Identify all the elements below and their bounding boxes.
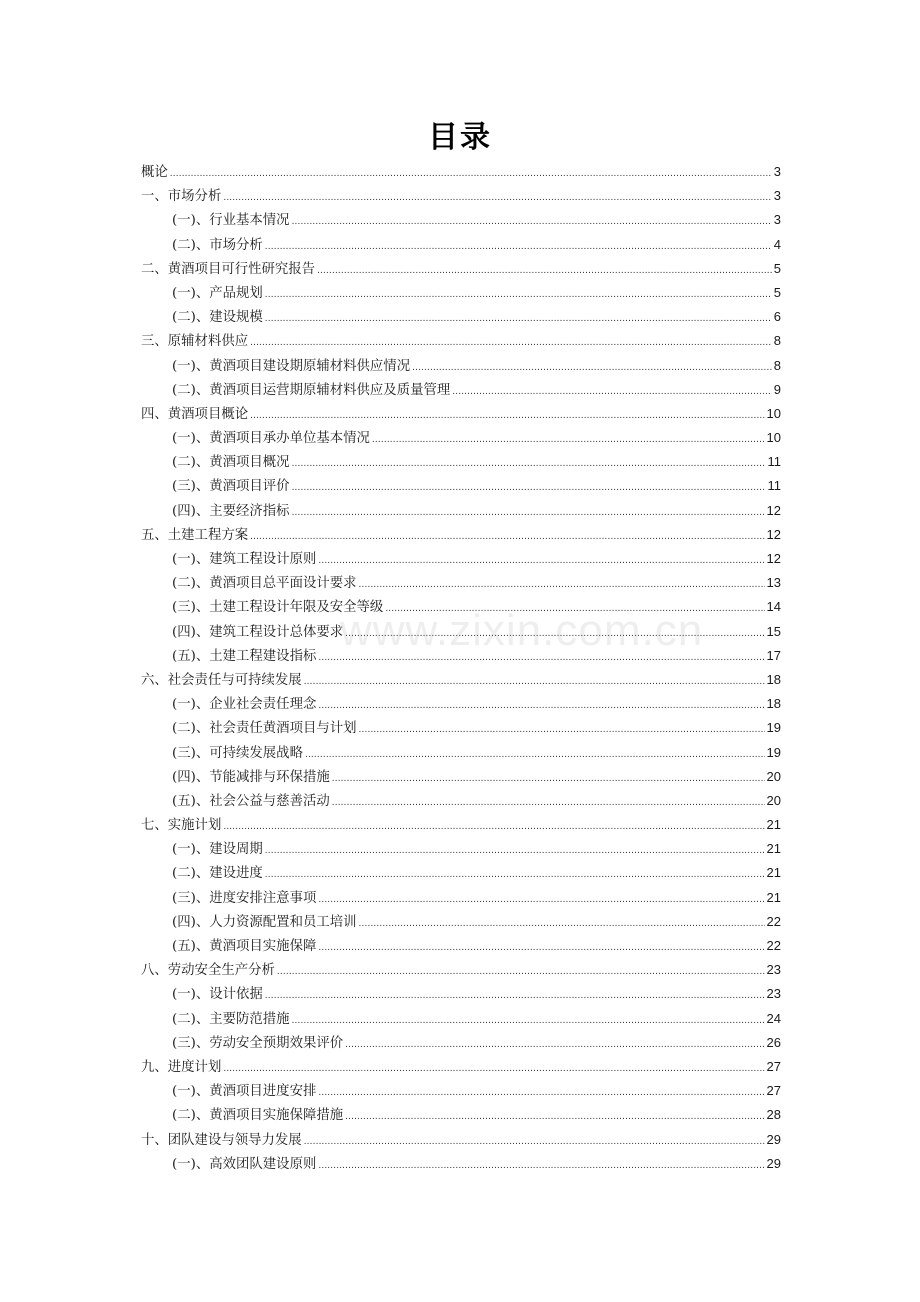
toc-leader-dots xyxy=(250,331,772,355)
toc-entry-label: 三、原辅材料供应 xyxy=(141,334,249,350)
toc-leader-dots xyxy=(412,356,772,380)
toc-leader-dots xyxy=(292,452,766,476)
toc-entry[interactable] xyxy=(141,305,781,329)
toc-entry-label: (一)、建设周期 xyxy=(172,842,263,858)
toc-leader-dots xyxy=(345,1105,764,1129)
toc-entry-page: 17 xyxy=(766,647,781,663)
toc-entry[interactable] xyxy=(141,837,781,861)
toc-entry-label: (二)、建设进度 xyxy=(172,866,263,882)
toc-entry-page: 27 xyxy=(766,1058,781,1074)
toc-entry-label: (二)、黄酒项目总平面设计要求 xyxy=(172,576,357,592)
toc-entry-page: 8 xyxy=(773,333,781,349)
page-title: 目录 xyxy=(428,120,492,155)
toc-entry[interactable] xyxy=(141,281,781,305)
toc-entry-label: (一)、高效团队建设原则 xyxy=(172,1156,317,1172)
toc-entry-label: 九、进度计划 xyxy=(141,1059,222,1075)
toc-entry-label: (一)、行业基本情况 xyxy=(172,213,290,229)
toc-leader-dots xyxy=(292,210,772,234)
toc-entry[interactable] xyxy=(141,354,781,378)
toc-entry[interactable] xyxy=(141,208,781,232)
toc-leader-dots xyxy=(223,186,771,210)
toc-entry[interactable] xyxy=(141,668,781,692)
toc-entry-page: 26 xyxy=(766,1034,781,1050)
toc-entry[interactable] xyxy=(141,474,781,498)
toc-leader-dots xyxy=(277,960,765,984)
toc-entry-label: (四)、人力资源配置和员工培训 xyxy=(172,914,357,930)
toc-entry[interactable] xyxy=(141,1103,781,1127)
toc-entry[interactable] xyxy=(141,257,781,281)
toc-entry-page: 19 xyxy=(766,744,781,760)
toc-entry-label: 五、土建工程方案 xyxy=(141,527,249,543)
toc-entry[interactable] xyxy=(141,571,781,595)
toc-entry-label: (二)、社会责任黄酒项目与计划 xyxy=(172,721,357,737)
toc-entry-label: (一)、建筑工程设计原则 xyxy=(172,552,317,567)
toc-leader-dots xyxy=(170,162,772,186)
toc-entry-page: 13 xyxy=(766,575,781,591)
toc-entry[interactable] xyxy=(141,886,781,910)
toc-entry-page: 18 xyxy=(766,696,781,712)
toc-entry-label: (一)、黄酒项目进度安排 xyxy=(172,1084,317,1100)
toc-leader-dots xyxy=(359,912,765,936)
toc-entry[interactable] xyxy=(141,1031,781,1055)
toc-entry-label: 二、黄酒项目可行性研究报告 xyxy=(141,261,316,277)
toc-entry-page: 28 xyxy=(766,1107,781,1123)
toc-leader-dots xyxy=(265,839,765,863)
toc-entry-page: 22 xyxy=(766,913,781,929)
toc-entry-page: 21 xyxy=(766,817,781,833)
toc-leader-dots xyxy=(372,428,765,452)
toc-entry-label: (二)、黄酒项目运营期原辅材料供应及质量管理 xyxy=(172,382,451,398)
toc-entry[interactable] xyxy=(141,861,781,885)
toc-entry-page: 19 xyxy=(766,720,781,736)
toc-entry-label: 十、团队建设与领导力发展 xyxy=(141,1132,302,1148)
toc-entry-page: 4 xyxy=(773,236,781,252)
toc-leader-dots xyxy=(332,767,765,791)
toc-entry-label: (三)、土建工程设计年限及安全等级 xyxy=(172,600,384,616)
toc-entry-label: (一)、黄酒项目建设期原辅材料供应情况 xyxy=(172,358,411,374)
table-of-contents xyxy=(141,160,781,1176)
toc-entry[interactable] xyxy=(141,1152,781,1176)
toc-entry[interactable] xyxy=(141,450,781,474)
toc-entry-page: 3 xyxy=(773,188,781,204)
toc-entry-label: (四)、节能减排与环保措施 xyxy=(172,769,330,785)
toc-entry-label: 八、劳动安全生产分析 xyxy=(141,963,275,979)
toc-leader-dots xyxy=(318,936,764,960)
toc-entry-page: 21 xyxy=(766,889,781,905)
toc-entry-label: (二)、市场分析 xyxy=(172,237,263,253)
toc-entry[interactable] xyxy=(141,1128,781,1152)
toc-entry[interactable] xyxy=(141,958,781,982)
toc-entry-page: 10 xyxy=(766,430,781,446)
toc-entry[interactable] xyxy=(141,402,781,426)
toc-entry-label: (一)、黄酒项目承办单位基本情况 xyxy=(172,431,370,447)
toc-entry-label: 六、社会责任与可持续发展 xyxy=(141,672,302,688)
toc-entry-label: (一)、企业社会责任理念 xyxy=(172,697,317,713)
toc-entry-label: (三)、进度安排注意事项 xyxy=(172,890,317,906)
toc-entry[interactable] xyxy=(141,765,781,789)
toc-entry-label: (五)、黄酒项目实施保障 xyxy=(172,939,317,954)
toc-entry[interactable] xyxy=(141,982,781,1006)
toc-entry-page: 23 xyxy=(766,986,781,1002)
toc-entry-page: 11 xyxy=(767,478,781,494)
toc-entry-page: 27 xyxy=(766,1083,781,1099)
toc-entry-page: 6 xyxy=(773,309,781,325)
toc-entry-label: (四)、主要经济指标 xyxy=(172,503,290,519)
toc-entry-page: 12 xyxy=(766,502,781,518)
toc-entry-page: 5 xyxy=(773,260,781,276)
toc-leader-dots xyxy=(304,670,765,694)
toc-entry[interactable] xyxy=(141,741,781,765)
watermark: www.zixin.com.cn xyxy=(340,606,704,655)
toc-leader-dots xyxy=(318,888,764,912)
toc-entry-label: (三)、劳动安全预期效果评价 xyxy=(172,1035,344,1051)
toc-leader-dots xyxy=(345,1033,764,1057)
toc-leader-dots xyxy=(318,1081,764,1105)
toc-entry-page: 22 xyxy=(766,938,781,953)
toc-entry-page: 10 xyxy=(766,405,781,421)
toc-entry[interactable] xyxy=(141,910,781,934)
toc-entry-page: 29 xyxy=(766,1131,781,1147)
toc-entry-label: (二)、建设规模 xyxy=(172,310,263,326)
toc-leader-dots xyxy=(223,1057,764,1081)
toc-leader-dots xyxy=(305,743,765,767)
toc-entry[interactable] xyxy=(141,499,781,523)
toc-leader-dots xyxy=(318,694,764,718)
toc-entry[interactable] xyxy=(141,378,781,402)
toc-entry-label: 七、实施计划 xyxy=(141,818,222,834)
toc-entry-page: 11 xyxy=(767,454,781,470)
toc-leader-dots xyxy=(452,380,772,404)
toc-entry[interactable] xyxy=(141,813,781,837)
toc-entry-label: (四)、建筑工程设计总体要求 xyxy=(172,624,344,640)
toc-entry-page: 20 xyxy=(766,768,781,784)
toc-entry[interactable] xyxy=(141,1079,781,1103)
toc-entry-label: (一)、设计依据 xyxy=(172,987,263,1003)
toc-entry-label: 一、市场分析 xyxy=(141,189,222,205)
toc-leader-dots xyxy=(250,404,764,428)
toc-entry[interactable] xyxy=(141,1055,781,1079)
toc-leader-dots xyxy=(317,259,772,283)
toc-entry-page: 21 xyxy=(766,841,781,857)
toc-entry-page: 5 xyxy=(773,284,781,300)
toc-leader-dots xyxy=(332,791,765,815)
toc-entry[interactable] xyxy=(141,692,781,716)
toc-entry-page: 15 xyxy=(766,623,781,639)
toc-entry[interactable] xyxy=(141,934,781,958)
toc-entry[interactable] xyxy=(141,160,781,184)
toc-leader-dots xyxy=(292,501,765,525)
toc-entry[interactable] xyxy=(141,547,781,571)
toc-entry[interactable] xyxy=(141,716,781,740)
toc-leader-dots xyxy=(265,283,772,307)
toc-entry-label: (二)、主要防范措施 xyxy=(172,1011,290,1027)
toc-leader-dots xyxy=(292,1009,765,1033)
toc-entry-page: 18 xyxy=(766,671,781,687)
toc-entry[interactable] xyxy=(141,184,781,208)
toc-entry[interactable] xyxy=(141,233,781,257)
toc-entry-page: 8 xyxy=(773,357,781,373)
toc-leader-dots xyxy=(223,815,764,839)
toc-entry-page: 20 xyxy=(766,792,781,808)
toc-entry-page: 12 xyxy=(766,551,781,566)
toc-entry-label: (二)、黄酒项目实施保障措施 xyxy=(172,1108,344,1124)
toc-entry-page: 29 xyxy=(766,1155,781,1171)
toc-leader-dots xyxy=(265,307,772,331)
toc-entry[interactable] xyxy=(141,1007,781,1031)
toc-entry-page: 12 xyxy=(766,526,781,542)
toc-leader-dots xyxy=(359,718,765,742)
toc-entry-page: 3 xyxy=(773,212,781,228)
toc-entry-page: 24 xyxy=(766,1010,781,1026)
toc-leader-dots xyxy=(265,235,772,259)
toc-entry-page: 23 xyxy=(766,962,781,978)
toc-entry-label: (五)、社会公益与慈善活动 xyxy=(172,793,330,809)
toc-entry-label: (一)、产品规划 xyxy=(172,285,263,301)
toc-leader-dots xyxy=(265,984,765,1008)
toc-leader-dots xyxy=(250,525,764,549)
toc-entry-label: (二)、黄酒项目概况 xyxy=(172,455,290,471)
toc-entry[interactable] xyxy=(141,329,781,353)
toc-entry-page: 21 xyxy=(766,865,781,881)
toc-entry-label: (三)、黄酒项目评价 xyxy=(172,479,290,495)
toc-leader-dots xyxy=(359,573,765,597)
toc-leader-dots xyxy=(292,476,766,500)
toc-leader-dots xyxy=(318,1154,764,1178)
toc-entry-label: (三)、可持续发展战略 xyxy=(172,745,303,761)
toc-entry-page: 14 xyxy=(766,599,781,615)
toc-entry[interactable] xyxy=(141,789,781,813)
toc-leader-dots xyxy=(265,863,765,887)
toc-entry-label: (五)、土建工程建设指标 xyxy=(172,648,317,664)
toc-entry-label: 概论 xyxy=(141,165,168,180)
toc-entry[interactable] xyxy=(141,523,781,547)
toc-entry[interactable] xyxy=(141,426,781,450)
toc-entry-page: 9 xyxy=(773,381,781,397)
toc-leader-dots xyxy=(318,549,764,573)
toc-entry-label: 四、黄酒项目概论 xyxy=(141,406,249,422)
toc-entry-page: 3 xyxy=(773,164,781,179)
toc-leader-dots xyxy=(304,1130,765,1154)
